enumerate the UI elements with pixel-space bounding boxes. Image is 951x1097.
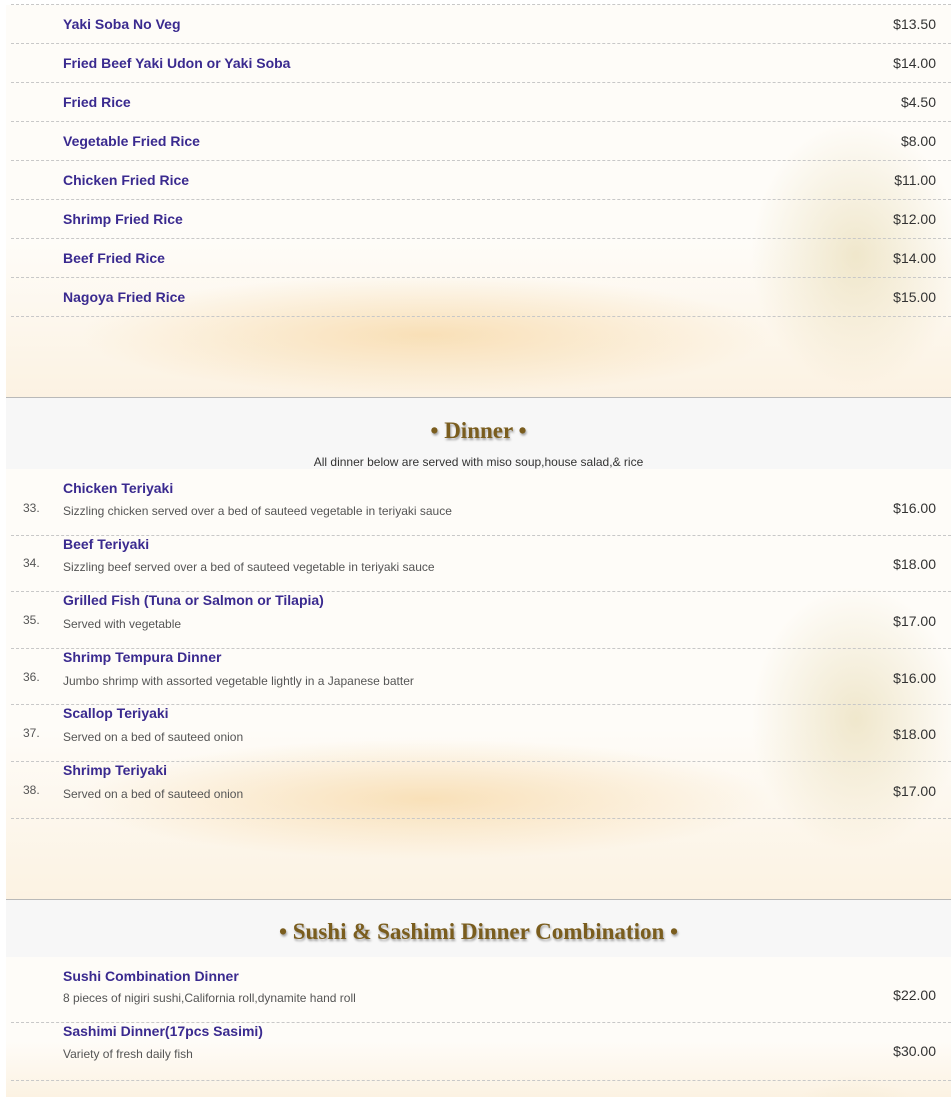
menu-item-name: Grilled Fish (Tuna or Salmon or Tilapia) — [63, 592, 324, 608]
menu-item-price: $8.00 — [900, 133, 936, 149]
menu-item-price: $30.00 — [893, 1043, 936, 1059]
menu-item[interactable] — [11, 762, 951, 819]
menu-item-description: 8 pieces of nigiri sushi,California roll,dynamite hand roll — [63, 991, 356, 1005]
menu-item[interactable] — [11, 536, 951, 592]
menu-item-price: $13.50 — [893, 16, 936, 32]
menu-item-name: Fried Beef Yaki Udon or Yaki Soba — [63, 55, 291, 71]
menu-section-rice-noodles — [6, 5, 951, 398]
menu-item-price: $17.00 — [893, 783, 936, 799]
menu-item-price: $16.00 — [893, 670, 936, 686]
section-title: • Dinner • — [430, 418, 527, 443]
section-subtitle: All dinner below are served with miso soup,house salad,& rice — [313, 455, 644, 469]
menu-item-number: 35. — [23, 613, 40, 627]
menu-item-price: $14.00 — [893, 55, 936, 71]
menu-item-number: 33. — [23, 501, 40, 515]
menu-item-price: $18.00 — [893, 556, 936, 572]
menu-item[interactable] — [11, 649, 951, 705]
menu-item-price: $11.00 — [894, 172, 936, 188]
menu-item-name: Sashimi Dinner(17pcs Sasimi) — [63, 1023, 263, 1039]
menu-item-name: Chicken Fried Rice — [63, 172, 190, 188]
menu-item-number: 36. — [23, 670, 40, 684]
menu-item-price: $16.00 — [893, 500, 936, 516]
menu-item-price: $18.00 — [893, 726, 936, 742]
menu-item[interactable] — [11, 200, 951, 239]
menu-item[interactable] — [11, 239, 951, 278]
menu-item-name: Sushi Combination Dinner — [63, 968, 239, 984]
menu-item-description: Sizzling beef served over a bed of sauteed vegetable in teriyaki sauce — [63, 560, 435, 574]
menu-item[interactable] — [11, 161, 951, 200]
menu-item-name: Shrimp Tempura Dinner — [63, 649, 222, 665]
menu-item-name: Beef Fried Rice — [63, 250, 165, 266]
section-title: • Sushi & Sashimi Dinner Combination • — [278, 919, 679, 944]
menu-item-description: Served with vegetable — [63, 617, 182, 631]
menu-item[interactable] — [11, 83, 951, 122]
menu-item-name: Chicken Teriyaki — [63, 480, 174, 496]
menu-item[interactable] — [11, 278, 951, 317]
menu-item-price: $15.00 — [893, 289, 936, 305]
menu-item-name: Shrimp Fried Rice — [63, 211, 183, 227]
section-header-dinner — [6, 398, 951, 469]
menu-item[interactable] — [11, 5, 951, 44]
menu-item-price: $22.00 — [893, 987, 936, 1003]
menu-item-number: 34. — [23, 556, 40, 570]
menu-item[interactable] — [11, 122, 951, 161]
menu-item-name: Beef Teriyaki — [63, 536, 150, 552]
menu-section-dinner — [6, 469, 951, 900]
menu-item[interactable] — [11, 705, 951, 762]
menu-item-number: 38. — [23, 783, 40, 797]
menu-item[interactable] — [11, 1023, 951, 1081]
menu-item-name: Vegetable Fried Rice — [63, 133, 200, 149]
menu-item-name: Shrimp Teriyaki — [63, 762, 168, 778]
menu-item-description: Sizzling chicken served over a bed of sauteed vegetable in teriyaki sauce — [63, 504, 452, 518]
menu-item-price: $12.00 — [893, 211, 936, 227]
menu-item-description: Variety of fresh daily fish — [63, 1047, 193, 1061]
menu-item[interactable] — [11, 44, 951, 83]
menu-item-name: Nagoya Fried Rice — [63, 289, 186, 305]
menu-item-price: $17.00 — [893, 613, 936, 629]
menu-item-price: $14.00 — [893, 250, 936, 266]
menu-item-description: Served on a bed of sauteed onion — [63, 787, 244, 801]
menu-item-price: $4.50 — [900, 94, 936, 110]
menu-item[interactable] — [11, 469, 951, 536]
menu-item-name: Scallop Teriyaki — [63, 705, 169, 721]
menu-item[interactable] — [11, 592, 951, 649]
menu-item-number: 37. — [23, 726, 40, 740]
menu-item-description: Served on a bed of sauteed onion — [63, 730, 244, 744]
menu-item-name: Yaki Soba No Veg — [63, 16, 181, 32]
menu-item[interactable] — [11, 957, 951, 1023]
menu-item-name: Fried Rice — [63, 94, 131, 110]
menu-item-description: Jumbo shrimp with assorted vegetable lightly in a Japanese batter — [63, 674, 414, 688]
section-header-sushi-combo — [6, 900, 951, 957]
menu-section-sushi-combo — [6, 957, 951, 1097]
